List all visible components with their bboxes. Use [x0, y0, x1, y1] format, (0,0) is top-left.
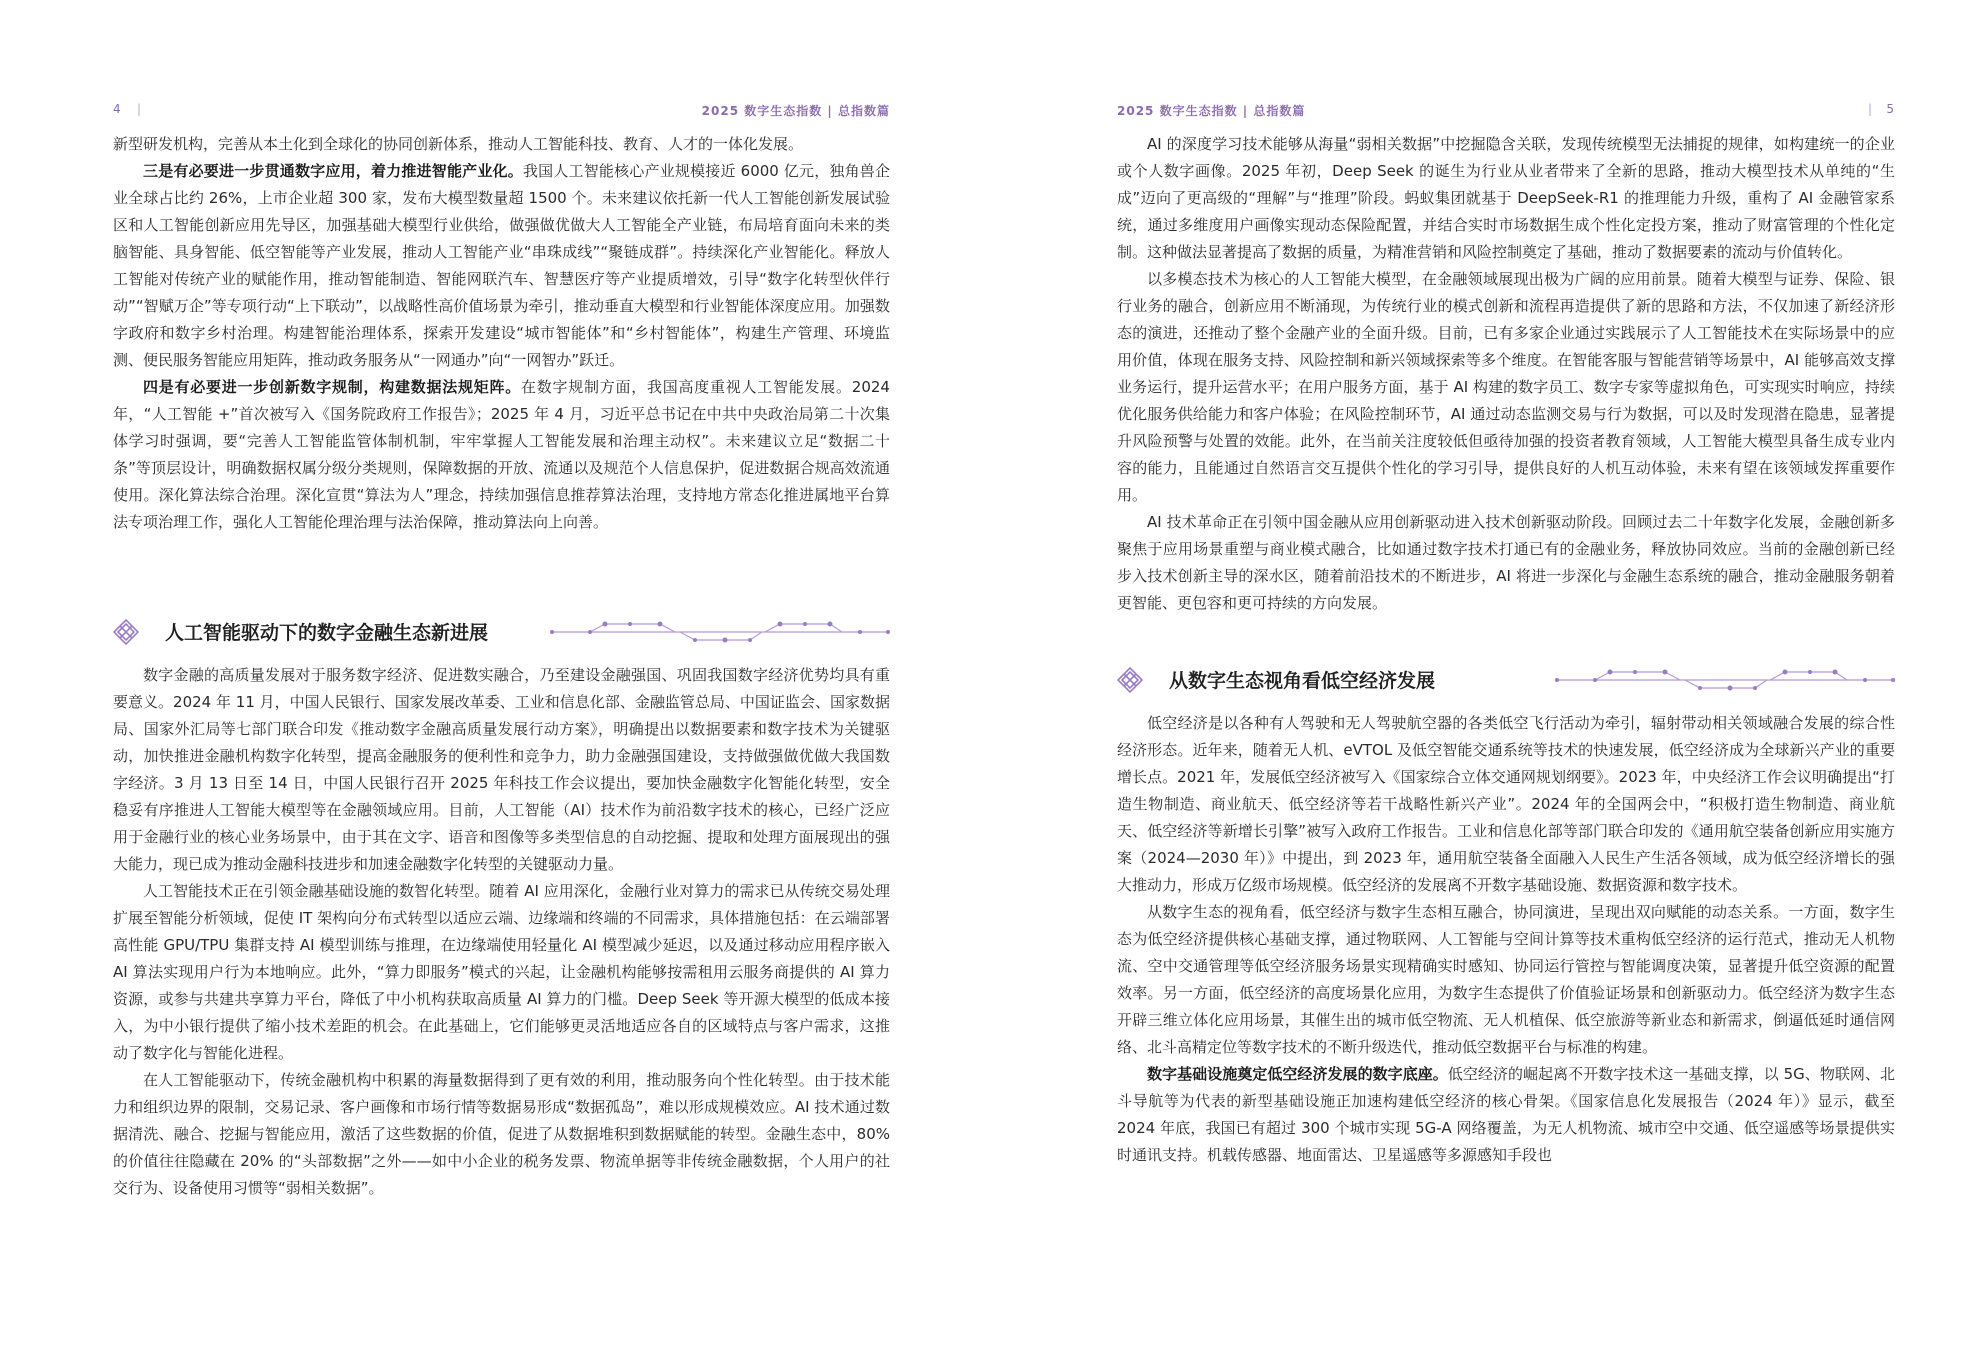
paragraph [113, 158, 890, 374]
page-header [113, 102, 890, 120]
circuit-dots-decoration [550, 619, 890, 645]
paragraph [1117, 131, 1895, 266]
section-title: 人工智能驱动下的数字金融生态新进展 [165, 622, 489, 644]
page-number: 5 [1886, 102, 1895, 116]
paragraph [1117, 509, 1895, 617]
header-separator: | [1867, 102, 1873, 116]
diamond-lattice-icon [1117, 667, 1143, 693]
paragraph-text: 在人工智能驱动下，传统金融机构中积累的海量数据得到了更有效的利用，推动服务向个性化转型。由于技术能力和组织边界的限制，交易记录、客户画像和市场行情等数据易形成“数据孤岛”，难以形成规模效应。AI 技术通过数据清洗、融合、挖掘与智能应用，激活了这些数据的价值，促进了从数据堆积到数据赋能的转型。金融生态中，80% 的价值往往隐藏在 20% 的“头部数据”之外——如中小企业的税务发票、物流单据等非传统金融数据，个人用户的社交行为、设备使用习惯等“弱相关数据”。 [113, 1071, 890, 1197]
paragraph-lead: 数字基础设施奠定低空经济发展的数字底座。 [1147, 1065, 1448, 1083]
body-text-top [113, 131, 890, 536]
left-page [113, 0, 890, 1346]
page-number: 4 [113, 102, 122, 116]
body-text-bottom [113, 662, 890, 1202]
paragraph-text: 从数字生态的视角看，低空经济与数字生态相互融合，协同演进，呈现出双向赋能的动态关系。一方面，数字生态为低空经济提供核心基础支撑，通过物联网、人工智能与空间计算等技术重构低空经济的运行范式，推动无人机物流、空中交通管理等低空经济服务场景实现精确实时感知、协同运行管控与智能调度决策，显著提升低空资源的配置效率。另一方面，低空经济的高度场景化应用，为数字生态提供了价值验证场景和创新驱动力。低空经济为数字生态开辟三维立体化应用场景，其催生出的城市低空物流、无人机植保、低空旅游等新业态和新需求，倒逼低延时通信网络、北斗高精定位等数字技术的不断升级迭代，推动低空数据平台与标准的构建。 [1117, 903, 1895, 1056]
paragraph-text: 新型研发机构，完善从本土化到全球化的协同创新体系，推动人工智能科技、教育、人才的一体化发展。 [113, 135, 804, 153]
paragraph [113, 1067, 890, 1202]
page-header [1117, 102, 1895, 120]
paragraph-text: 在数字规制方面，我国高度重视人工智能发展。2024 年，“人工智能 +”首次被写入《国务院政府工作报告》；2025 年 4 月，习近平总书记在中共中央政治局第二十次集体学习时强调，要“完善人工智能监管体制机制，牢牢掌握人工智能发展和治理主动权”。未来建议立足“数据二十条”等顶层设计，明确数据权属分级分类规则，保障数据的开放、流通以及规范个人信息保护，促进数据合规高效流通使用。深化算法综合治理。深化宣贯“算法为人”理念，持续加强信息推荐算法治理，支持地方常态化推进属地平台算法专项治理工作，强化人工智能伦理治理与法治保障，推动算法向上向善。 [113, 378, 890, 531]
paragraph-lead: 三是有必要进一步贯通数字应用，着力推进智能产业化。 [143, 162, 523, 180]
body-text-bottom [1117, 710, 1895, 1169]
paragraph [1117, 1061, 1895, 1169]
paragraph-text: 低空经济是以各种有人驾驶和无人驾驶航空器的各类低空飞行活动为牵引，辐射带动相关领域融合发展的综合性经济形态。近年来，随着无人机、eVTOL 及低空智能交通系统等技术的快速发展，低空经济成为全球新兴产业的重要增长点。2021 年，发展低空经济被写入《国家综合立体交通网规划纲要》。2023 年，中央经济工作会议明确提出“打造生物制造、商业航天、低空经济等若干战略性新兴产业”。2024 年的全国两会中，“积极打造生物制造、商业航天、低空经济等新增长引擎”被写入政府工作报告。工业和信息化部等部门联合印发的《通用航空装备创新应用实施方案（2024—2030 年）》中提出，到 2023 年，通用航空装备全面融入人民生产生活各领域，成为低空经济增长的强大推动力，形成万亿级市场规模。低空经济的发展离不开数字基础设施、数据资源和数字技术。 [1117, 714, 1895, 894]
body-text-top [1117, 131, 1895, 617]
section-heading [1117, 660, 1895, 700]
paragraph-text: 数字金融的高质量发展对于服务数字经济、促进数实融合，乃至建设金融强国、巩固我国数字经济优势均具有重要意义。2024 年 11 月，中国人民银行、国家发展改革委、工业和信息化部、金融监管总局、中国证监会、国家数据局、国家外汇局等七部门联合印发《推动数字金融高质量发展行动方案》，明确提出以数据要素和数字技术为关键驱动，加快推进金融机构数字化转型，提高金融服务的便利性和竞争力，助力金融强国建设，支持做强做优做大我国数字经济。3 月 13 日至 14 日，中国人民银行召开 2025 年科技工作会议提出，要加快金融数字化智能化转型，安全稳妥有序推进人工智能大模型等在金融领域应用。目前，人工智能（AI）技术作为前沿数字技术的核心，已经广泛应用于金融行业的核心业务场景中，由于其在文字、语音和图像等多类型信息的自动挖掘、提取和处理方面展现出的强大能力，现已成为推动金融科技进步和加速金融数字化转型的关键驱动力量。 [113, 666, 890, 873]
paragraph [1117, 710, 1895, 899]
paragraph [1117, 266, 1895, 509]
paragraph-text: 低空经济的崛起离不开数字技术这一基础支撑，以 5G、物联网、北斗导航等为代表的新型基础设施正加速构建低空经济的核心骨架。《国家信息化发展报告（2024 年）》显示，截至 2024 年底，我国已有超过 300 个城市实现 5G-A 网络覆盖，为无人机物流、城市空中交通、低空遥感等场景提供实时通讯支持。机载传感器、地面雷达、卫星遥感等多源感知手段也 [1117, 1065, 1895, 1164]
paragraph [113, 131, 890, 158]
running-title: 2025 数字生态指数 | 总指数篇 [1117, 104, 1306, 118]
paragraph [113, 662, 890, 878]
paragraph-text: 我国人工智能核心产业规模接近 6000 亿元，独角兽企业全球占比约 26%，上市企业超 300 家，发布大模型数量超 1500 个。未来建议依托新一代人工智能创新发展试验区和人工智能创新应用先导区，加强基础大模型行业供给，做强做优做大人工智能全产业链，布局培育面向未来的类脑智能、具身智能、低空智能等产业发展，推动人工智能产业“串珠成线”“聚链成群”。持续深化产业智能化。释放人工智能对传统产业的赋能作用，推动智能制造、智能网联汽车、智慧医疗等产业提质增效，引导“数字化转型伙伴行动”“智赋万企”等专项行动“上下联动”，以战略性高价值场景为牵引，推动垂直大模型和行业智能体深度应用。加强数字政府和数字乡村治理。构建智能治理体系，探索开发建设“城市智能体”和“乡村智能体”，构建生产管理、环境监测、便民服务智能应用矩阵，推动政务服务从“一网通办”向“一网智办”跃迁。 [113, 162, 890, 369]
diamond-lattice-icon [113, 619, 139, 645]
paragraph-lead: 四是有必要进一步创新数字规制，构建数据法规矩阵。 [143, 378, 522, 396]
section-heading [113, 612, 890, 652]
paragraph [113, 878, 890, 1067]
paragraph-text: AI 技术革命正在引领中国金融从应用创新驱动进入技术创新驱动阶段。回顾过去二十年数字化发展，金融创新多聚焦于应用场景重塑与商业模式融合，比如通过数字技术打通已有的金融业务，释放协同效应。当前的金融创新已经步入技术创新主导的深水区，随着前沿技术的不断进步，AI 将进一步深化与金融生态系统的融合，推动金融服务朝着更智能、更包容和更可持续的方向发展。 [1117, 513, 1895, 612]
paragraph [1117, 899, 1895, 1061]
header-separator: | [137, 102, 143, 116]
paragraph-text: 人工智能技术正在引领金融基础设施的数智化转型。随着 AI 应用深化，金融行业对算力的需求已从传统交易处理扩展至智能分析领域，促使 IT 架构向分布式转型以适应云端、边缘端和终端的不同需求，具体措施包括：在云端部署高性能 GPU/TPU 集群支持 AI 模型训练与推理，在边缘端使用轻量化 AI 模型减少延迟，以及通过移动应用程序嵌入 AI 算法实现用户行为本地响应。此外，“算力即服务”模式的兴起，让金融机构能够按需租用云服务商提供的 AI 算力资源，或参与共建共享算力平台，降低了中小机构获取高质量 AI 算力的门槛。Deep Seek 等开源大模型的低成本接入，为中小银行提供了缩小技术差距的机会。在此基础上，它们能够更灵活地适应各自的区域特点与客户需求，这推动了数字化与智能化进程。 [113, 882, 890, 1062]
running-title: 2025 数字生态指数 | 总指数篇 [701, 104, 890, 118]
paragraph-text: AI 的深度学习技术能够从海量“弱相关数据”中挖掘隐含关联，发现传统模型无法捕捉的规律，如构建统一的企业或个人数字画像。2025 年初，Deep Seek 的诞生为行业从业者带来了全新的思路，推动大模型技术从单纯的“生成”迈向了更高级的“理解”与“推理”阶段。蚂蚁集团就基于 DeepSeek-R1 的推理能力升级，重构了 AI 金融管家系统，通过多维度用户画像实现动态保险配置，并结合实时市场数据生成个性化定投方案，推动了财富管理的个性化定制。这种做法显著提高了数据的质量，为精准营销和风险控制奠定了基础，推动了数据要素的流动与价值转化。 [1117, 135, 1895, 261]
paragraph [113, 374, 890, 536]
circuit-dots-decoration [1555, 667, 1895, 693]
section-title: 从数字生态视角看低空经济发展 [1169, 670, 1436, 692]
right-page [1117, 0, 1895, 1346]
paragraph-text: 以多模态技术为核心的人工智能大模型，在金融领域展现出极为广阔的应用前景。随着大模型与证券、保险、银行业务的融合，创新应用不断涌现，为传统行业的模式创新和流程再造提供了新的思路和方法，不仅加速了新经济形态的演进，还推动了整个金融产业的全面升级。目前，已有多家企业通过实践展示了人工智能技术在实际场景中的应用价值，体现在服务支持、风险控制和新兴领域探索等多个维度。在智能客服与智能营销等场景中，AI 能够高效支撑业务运行，提升运营水平；在用户服务方面，基于 AI 构建的数字员工、数字专家等虚拟角色，可实现实时响应，持续优化服务供给能力和客户体验；在风险控制环节，AI 通过动态监测交易与行为数据，可以及时发现潜在隐患，显著提升风险预警与处置的效能。此外，在当前关注度较低但亟待加强的投资者教育领域，人工智能大模型具备生成专业内容的能力，且能通过自然语言交互提供个性化的学习引导，提供良好的人机互动体验，未来有望在该领域发挥重要作用。 [1117, 270, 1895, 504]
